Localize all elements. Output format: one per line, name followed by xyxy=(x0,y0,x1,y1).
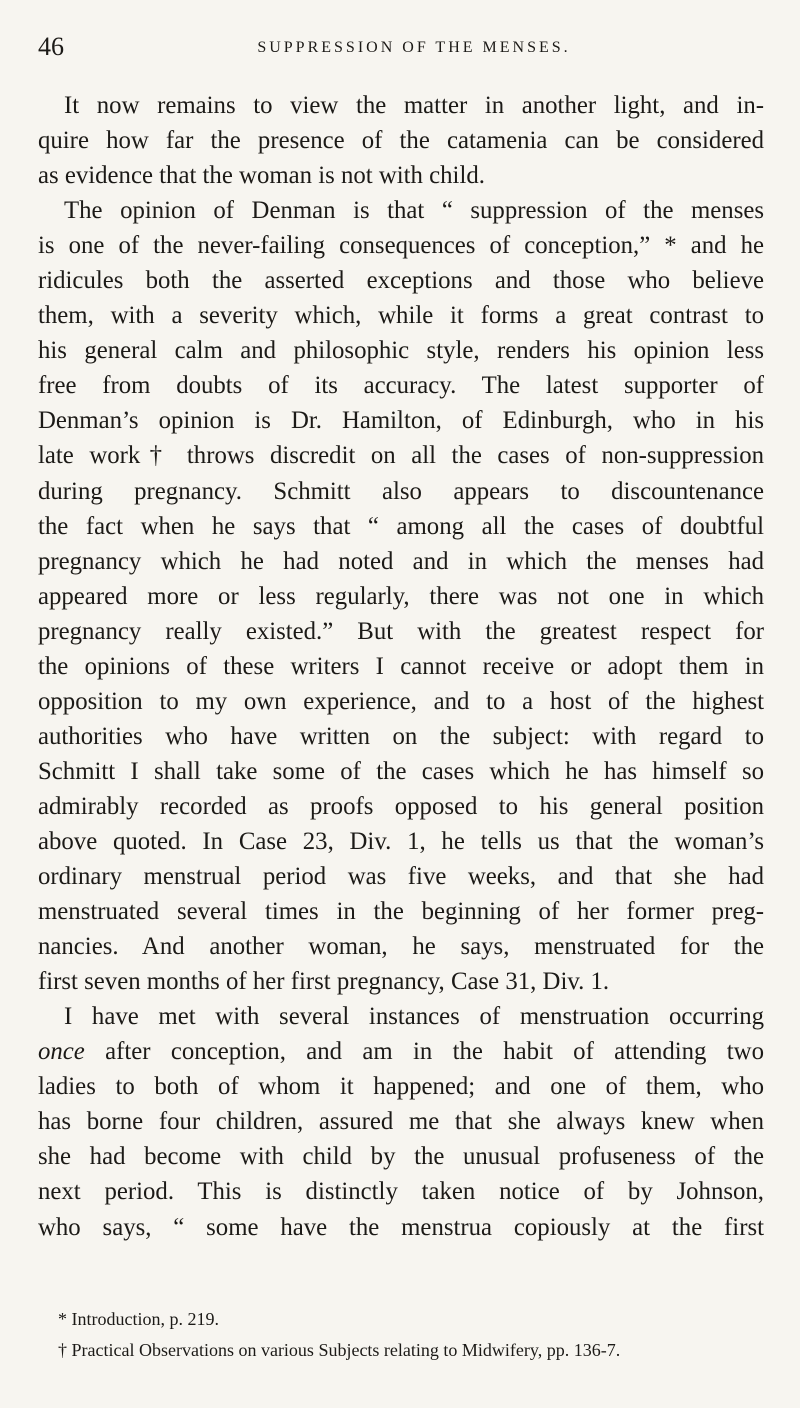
text-line: quire how far the presence of the catamenia can be considered xyxy=(38,127,764,155)
text-line: ordinary menstrual period was five weeks, and that she had xyxy=(38,863,764,891)
text-line: who says, “ some have the menstrua copiously at the first xyxy=(38,1213,764,1241)
text-line: next period. This is distinctly taken notice of by Johnson, xyxy=(38,1178,764,1206)
text-line: during pregnancy. Schmitt also appears to discountenance xyxy=(38,477,764,505)
text-line: I have met with several instances of menstruation occurring xyxy=(64,1003,764,1031)
text-line: them, with a severity which, while it forms a great contrast to xyxy=(38,302,764,330)
text-line: menstruated several times in the beginning of her former preg- xyxy=(38,898,764,926)
text-line: Denman’s opinion is Dr. Hamilton, of Edinburgh, who in his xyxy=(38,407,764,435)
text-line: once after conception, and am in the habit of attending two xyxy=(38,1038,764,1066)
text-line: authorities who have written on the subject: with regard to xyxy=(38,722,764,750)
text-line: has borne four children, assured me that she always knew when xyxy=(38,1108,764,1136)
text-line: nancies. And another woman, he says, menstruated for the xyxy=(38,933,764,961)
text-line: ridicules both the asserted exceptions and those who believe xyxy=(38,267,764,295)
text-line: she had become with child by the unusual profuseness of the xyxy=(38,1143,764,1171)
page-number: 46 xyxy=(38,32,64,61)
text-line: late work† throws discredit on all the cases of non-suppression xyxy=(38,442,764,470)
text-line: free from doubts of its accuracy. The latest supporter of xyxy=(38,372,764,400)
running-title: SUPPRESSION OF THE MENSES. xyxy=(257,39,571,56)
text-line: is one of the never-failing consequences of conception,” * and he xyxy=(38,232,764,260)
text-line: The opinion of Denman is that “ suppression of the menses xyxy=(64,197,764,225)
text-line: pregnancy really existed.” But with the greatest respect for xyxy=(38,617,764,645)
text-line: pregnancy which he had noted and in which the menses had xyxy=(38,547,764,575)
text-line: It now remains to view the matter in another light, and in- xyxy=(64,92,764,119)
text-line: opposition to my own experience, and to a host of the highest xyxy=(38,687,764,715)
emphasis-once: once xyxy=(38,1038,85,1066)
text-line: as evidence that the woman is not with child. xyxy=(38,162,485,190)
footnotes xyxy=(58,1304,768,1366)
text-line: the opinions of these writers I cannot receive or adopt them in xyxy=(38,652,764,680)
page-header xyxy=(38,30,760,64)
footnote: * Introduction, p. 219. xyxy=(58,1309,219,1329)
body-text xyxy=(38,88,764,1245)
text-line: ladies to both of whom it happened; and one of them, who xyxy=(38,1073,764,1101)
text-line: appeared more or less regularly, there was not one in which xyxy=(38,582,764,610)
text-line: his general calm and philosophic style, renders his opinion less xyxy=(38,337,764,365)
text-line: Schmitt I shall take some of the cases which he has himself so xyxy=(38,757,764,785)
text-line: first seven months of her first pregnancy, Case 31, Div. 1. xyxy=(38,968,610,996)
text-line: admirably recorded as proofs opposed to his general position xyxy=(38,792,764,820)
footnote: † Practical Observations on various Subjects relating to Midwifery, pp. 136-7. xyxy=(58,1340,621,1360)
text-line: the fact when he says that “ among all the cases of doubtful xyxy=(38,512,764,540)
text-line: above quoted. In Case 23, Div. 1, he tells us that the woman’s xyxy=(38,827,764,855)
